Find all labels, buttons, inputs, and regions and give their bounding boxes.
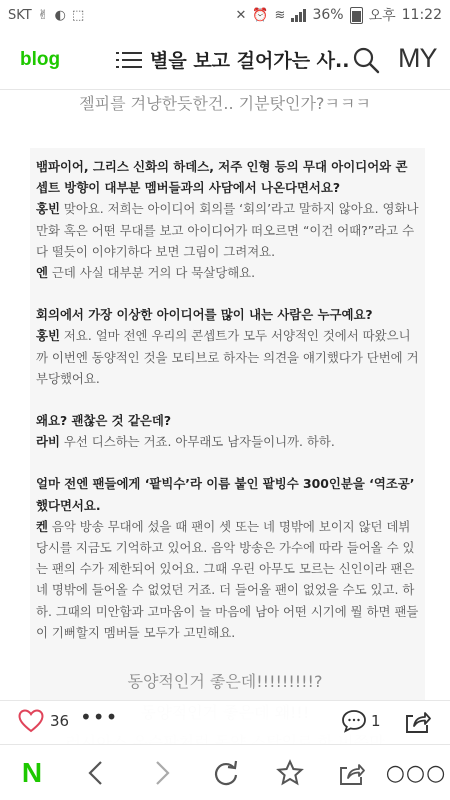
more-dots-icon[interactable]: ••• <box>80 705 119 729</box>
download-icon: ⬚ <box>71 7 85 23</box>
answer-text: 우선 디스하는 거죠. 아무래도 남자들이니까. 하하. <box>59 434 335 450</box>
interview-question: 왜요? 괜찮은 것 같은데? <box>36 413 172 429</box>
blog-title[interactable]: 별을 보고 걸어가는 사.. <box>150 50 350 72</box>
interview-question: 얼마 전엔 팬들에게 ‘팥빅수’라 이름 붙인 팥빙수 300인분을 ‘역조공’ 했다면서요. <box>36 476 415 513</box>
bottom-nav <box>0 744 450 800</box>
answer-text: 음악 방송 무대에 섰을 때 팬이 셋 또는 네 명밖에 보이지 않던 데뷔 당시를 지금도 기억하고 있어요. 음악 방송은 가수에 따라 들어올 수 있는 팬의 수가 제한되어 있어요. 그때 우린 아무도 모르는 신인이라 팬은 네 명밖에 들어올 수 없었던 거죠. 더 들어올 팬이 없었을 수도 있고. 하하. 그때의 미안함과 고마움이 늘 마음에 남아 어떤 시기에 뭘 하면 팬들이 기뻐할지 멤버들 모두가 고민해요. <box>36 518 419 640</box>
star-icon <box>276 759 304 787</box>
comment-icon[interactable] <box>341 709 367 733</box>
speaker-name: 라비 <box>36 434 60 450</box>
share-icon <box>338 760 366 786</box>
speaker-name: 홍빈 <box>36 201 60 217</box>
like-count: 36 <box>50 712 70 730</box>
signal-icon <box>291 8 306 22</box>
caption-top: 젤피를 겨냥한듯한건.. 기분탓인가?ㅋㅋㅋ <box>79 94 371 113</box>
interview-image <box>30 148 425 728</box>
app-notification-icon: ◐ <box>54 7 66 23</box>
status-right <box>235 5 442 25</box>
search-icon[interactable] <box>352 46 380 74</box>
interview-block <box>36 156 419 283</box>
battery-percent: 36% <box>312 7 344 23</box>
interview-answer <box>36 262 419 283</box>
answer-text: 저요. 얼마 전엔 우리의 콘셉트가 모두 서양적인 것에서 따왔으니까 이번엔 동양적인 것을 모티브로 하자는 의견을 얘기했다가 단번에 거부당했어요. <box>36 328 419 386</box>
forward-button[interactable] <box>146 757 178 789</box>
share-icon[interactable] <box>404 708 432 734</box>
caption-bottom: 동양적인거 좋은데!!!!!!!!!? <box>127 672 323 691</box>
more-menu-button[interactable] <box>385 757 447 789</box>
share-nav-button[interactable] <box>336 757 368 789</box>
answer-text: 근데 사실 대부분 거의 다 묵살당해요. <box>47 265 256 281</box>
chevron-left-icon <box>86 759 106 787</box>
back-button[interactable] <box>80 757 112 789</box>
speaker-name: 홍빈 <box>36 328 60 344</box>
comment-count: 1 <box>371 712 381 730</box>
naver-home-button[interactable] <box>16 757 48 789</box>
heart-icon[interactable] <box>18 709 44 733</box>
interview-block <box>36 304 419 389</box>
interview-block <box>36 473 419 643</box>
answer-text: 맞아요. 저희는 아이디어 회의를 ‘회의’라고 말하지 않아요. 영화나 만화 혹은 어떤 무대를 보고 아이디어가 떠오르면 “이건 어때?”라고 수다 떨듯이 이야기하다 보면 그림이 그려져요. <box>36 201 419 259</box>
blog-logo[interactable]: blog <box>20 48 61 70</box>
list-icon[interactable] <box>116 47 144 73</box>
bookmark-button[interactable] <box>274 757 306 789</box>
post-action-bar <box>0 700 450 744</box>
naver-logo-icon: N <box>21 757 43 788</box>
speaker-name: 엔 <box>36 265 48 281</box>
interview-answer <box>36 431 419 452</box>
clock: 11:22 <box>401 7 442 23</box>
more-dots-icon: ○○○ <box>385 760 447 786</box>
alarm-icon: ⏰ <box>252 7 269 23</box>
time-prefix: 오후 <box>368 8 396 24</box>
wifi-icon: ≋ <box>274 7 286 23</box>
interview-question: 뱀파이어, 그리스 신화의 하데스, 저주 인형 등의 무대 아이디어와 콘셉트 방향이 대부분 멤버들과의 사담에서 나온다면서요? <box>36 159 408 196</box>
carrier-label: SKT <box>8 7 32 23</box>
post-content <box>0 90 450 700</box>
app-header <box>0 30 450 90</box>
chevron-right-icon <box>152 759 172 787</box>
refresh-icon <box>212 759 240 787</box>
refresh-button[interactable] <box>210 757 242 789</box>
status-left <box>8 8 84 23</box>
battery-icon <box>350 7 363 24</box>
interview-block <box>36 410 419 452</box>
speaker-name: 켄 <box>36 518 48 534</box>
interview-answer <box>36 198 419 262</box>
interview-question: 회의에서 가장 이상한 아이디어를 많이 내는 사람은 누구예요? <box>36 307 373 323</box>
status-bar <box>0 0 450 30</box>
interview-answer <box>36 325 419 389</box>
my-button[interactable]: MY <box>398 43 437 73</box>
interview-answer <box>36 516 419 643</box>
mute-icon: ✕ <box>235 7 247 23</box>
hand-icon: ✌ <box>37 7 49 23</box>
